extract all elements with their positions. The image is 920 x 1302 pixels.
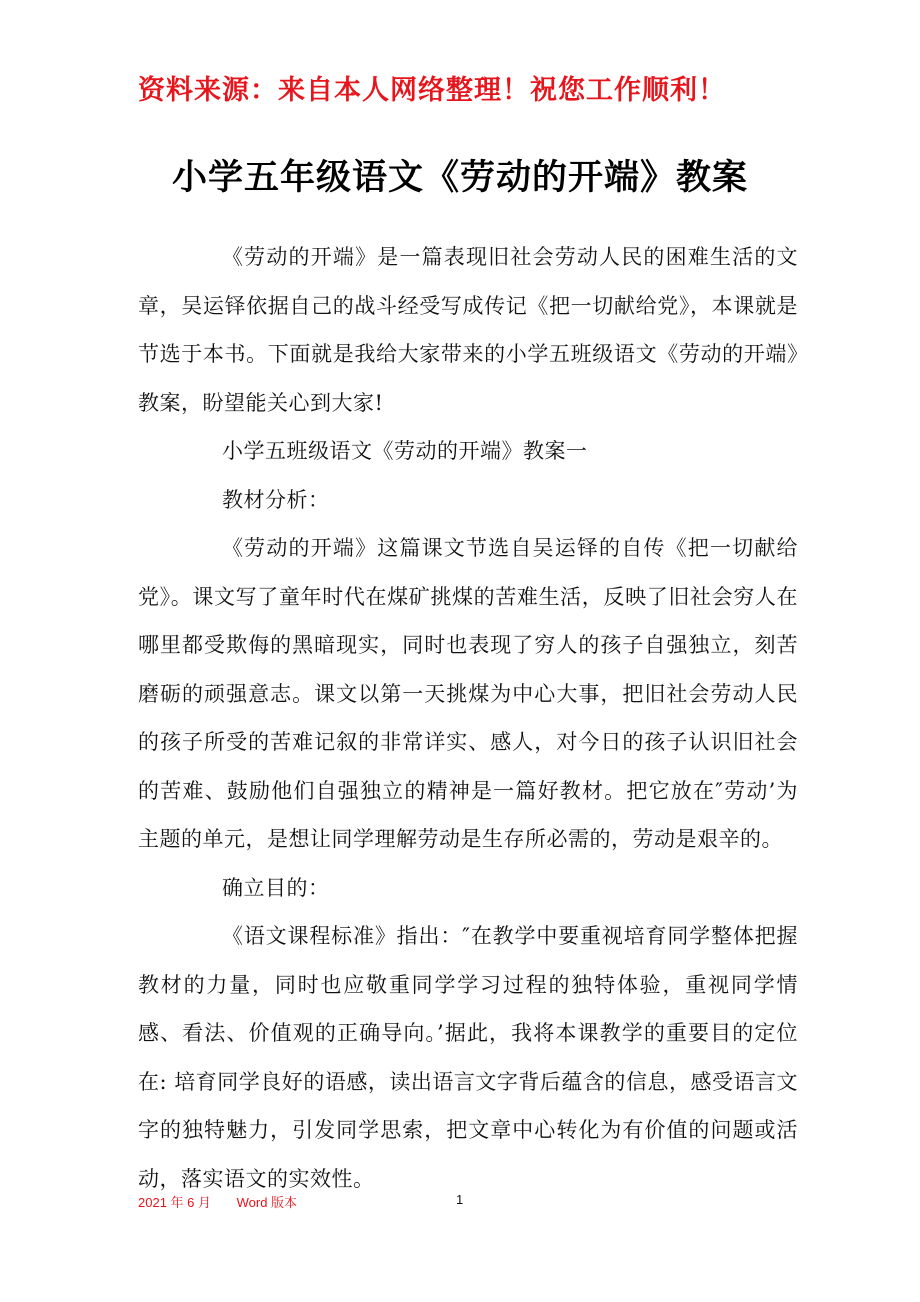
page-number: 1 bbox=[456, 1192, 464, 1207]
source-banner: 资料来源：来自本人网络整理！祝您工作顺利！ bbox=[138, 75, 726, 106]
material-analysis-paragraph: 《劳动的开端》这篇课文节选自吴运铎的自传《把一切献给党》。课文写了童年时代在煤矿挑煤的苦难生活，反映了旧社会穷人在哪里都受欺侮的黑暗现实，同时也表现了穷人的孩子自强独立，刻苦磨砺的顽强意志。课文以第一天挑煤为中心大事，把旧社会劳动人民的孩子所受的苦难记叙的非常详实、感人，对今日的孩子认识旧社会的苦难、鼓励他们自强独立的精神是一篇好教材。把它放在″劳动’为主题的单元，是想让同学理解劳动是生存所必需的，劳动是艰辛的。 bbox=[138, 536, 798, 851]
page-footer bbox=[138, 1192, 464, 1211]
footer-date: 2021 年 6 月 bbox=[138, 1195, 211, 1210]
objectives-paragraph: 《语文课程标准》指出：″在教学中要重视培育同学整体把握教材的力量，同时也应敬重同学学习过程的独特体验，重视同学情感、看法、价值观的正确导向。’据此，我将本课教学的重要目的定位在: 培育同学良好的语感，读出语言文字背后蕴含的信息，感受语言文字的独特魅力，引发同学思索，把文章中心转化为有价值的问题或活动，落实语文的实效性。 bbox=[138, 924, 798, 1191]
section-heading-objectives: 确立目的： bbox=[222, 875, 330, 900]
intro-paragraph: 《劳动的开端》是一篇表现旧社会劳动人民的困难生活的文章，吴运铎依据自己的战斗经受写成传记《把一切献给党》，本课就是节选于本书。下面就是我给大家带来的小学五班级语文《劳动的开端》教案，盼望能关心到大家! bbox=[138, 245, 798, 415]
document-title: 小学五年级语文《劳动的开端》教案 bbox=[171, 158, 748, 198]
document-body bbox=[138, 233, 798, 1203]
section-heading-lesson-plan-1: 小学五班级语文《劳动的开端》教案一 bbox=[222, 439, 588, 463]
section-heading-material-analysis: 教材分析： bbox=[222, 487, 330, 512]
footer-version: Word 版本 bbox=[236, 1195, 298, 1210]
